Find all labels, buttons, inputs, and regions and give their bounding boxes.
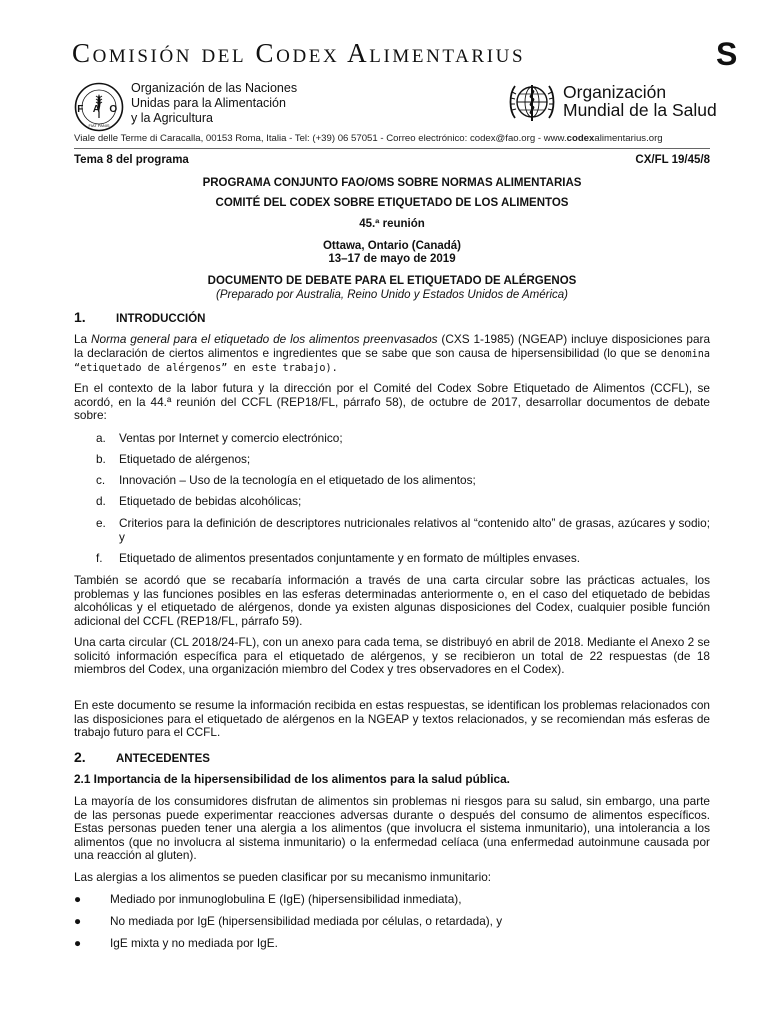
list-marker: b. [96,452,106,466]
list-item-text: Ventas por Internet y comercio electrónico; [119,431,343,445]
address-line [74,133,710,144]
paragraph: La mayoría de los consumidores disfrutan de alimentos sin problemas ni riesgos para su salud, sin embargo, una parte de las personas puede experimentar reacciones adversas durante o después del consumo de alimentos específicos. Estas personas pueden tener una alergia a los alimentos (que involucra el sistema inmunitario), una intolerancia a los alimentos (que no involucra al sistema inmunitario) o la enfermedad celíaca (una enfermedad autoinmune causada por una reacción al gluten). [74,794,710,863]
agenda-item: Tema 8 del programa [74,154,189,166]
text-run: denomina “etiquetado de alérgenos” en este trabajo). [74,348,710,375]
programme-title: PROGRAMA CONJUNTO FAO/OMS SOBRE NORMAS ALIMENTARIAS [202,177,582,189]
section-title: INTRODUCCIÓN [116,313,206,325]
address-prefix: Viale delle Terme di Caracalla, 00153 Roma, Italia - Tel: (+39) 06 57051 - Correo electrónico: codex@fao.org - www. [74,133,567,144]
who-name [563,83,717,119]
fao-logo-letters: F A O [77,104,121,115]
paragraph: En este documento se resume la información recibida en estas respuestas, se identifican los problemas relacionados con las disposiciones para el etiquetado de alérgenos en la NGEAP y textos relacionados, y se recomiendan más esferas de trabajo futuro para el CCFL. [74,698,710,740]
section-title: ANTECEDENTES [116,753,210,765]
standard-name: Norma general para el etiquetado de los alimentos preenvasados [91,332,438,346]
fao-name-line: Organización de las Naciones [131,81,298,95]
text-run: La [74,332,92,346]
paragraph: En el contexto de la labor futura y la dirección por el Comité del Codex Sobre Etiquetado de Alimentos (CCFL), se acordó, en la 44.ª reunión del CCFL (REP18/FL, párrafo 58), de octubre de 2017, desarrollar documentos de debate sobre: [74,381,710,423]
document-title: DOCUMENTO DE DEBATE PARA EL ETIQUETADO DE ALÉRGENOS [207,275,577,287]
fao-logo-icon [74,82,124,132]
section-number: 2. [74,749,86,765]
bullet-text: Mediado por inmunoglobulina E (IgE) (hipersensibilidad inmediata), [110,892,462,906]
section-number: 1. [74,309,86,325]
who-logo-icon [505,80,559,126]
list-marker: d. [96,494,106,508]
list-marker: e. [96,516,106,530]
section-2-heading [74,749,210,765]
address-suffix: alimentarius.org [594,133,663,144]
meeting-dates: 13–17 de mayo de 2019 [328,253,456,265]
paragraph [74,333,710,376]
list-item-text: Etiquetado de bebidas alcohólicas; [119,494,302,508]
bullet-icon: ● [74,892,82,906]
prepared-by: (Preparado por Australia, Reino Unido y Estados Unidos de América) [216,289,568,301]
address-bold: codex [566,133,595,144]
doc-code: CX/FL 19/45/8 [635,154,710,166]
paragraph: También se acordó que se recabaría información a través de una carta circular sobre las prácticas actuales, los problemas y las funciones posibles en las esferas determinadas anteriormente o, en el caso del etiquetado de bebidas alcohólicas y el etiquetado de alérgenos, donde ya existen algunas disposiciones del Codex, cualquier posible función adicional del CCFL (REP18/FL, párrafo 59). [74,573,710,628]
list-item-text: Etiquetado de alérgenos; [119,452,251,466]
venue: Ottawa, Ontario (Canadá) [322,240,462,252]
paragraph: Una carta circular (CL 2018/24-FL), con un anexo para cada tema, se distribuyó en abril de 2018. Mediante el Anexo 2 se solicitó información específica para el etiquetado de alérgenos, y se recibieron un total de 22 respuestas (de 18 miembros del Codex, una organización miembro del Codex y tres observadores en el Codex). [74,635,710,677]
list-item-text: Etiquetado de alimentos presentados conjuntamente y en formato de múltiples envases. [119,551,581,565]
bullet-icon: ● [74,914,82,928]
who-name-line: Mundial de la Salud [563,100,717,120]
fao-name-line: y la Agricultura [131,111,213,125]
list-item-text: Criterios para la definición de descriptores nutricionales relativos al “contenido alto” de grasas, azúcares y sodio; y [119,516,710,544]
bullet-text: No mediada por IgE (hipersensibilidad mediada por células, o retardada), y [110,914,503,928]
list-item-text: Innovación – Uso de la tecnología en el etiquetado de los alimentos; [119,473,476,487]
committee-title: COMITÉ DEL CODEX SOBRE ETIQUETADO DE LOS ALIMENTOS [215,197,569,209]
list-marker: a. [96,431,106,445]
bullet-icon: ● [74,936,82,950]
fao-logo-motto: FIAT PANIS [88,123,110,128]
session-number: 45.ª reunión [359,218,425,230]
text-run: (CXS 1-1985) (NGEAP) incluye disposiciones para la declaración de ciertos alimentos e ingredientes que se sabe que son causa de hipersensibilidad (lo que se [74,332,711,360]
fao-name [131,81,297,126]
subsection-heading: 2.1 Importancia de la hipersensibilidad de los alimentos para la salud pública. [74,772,510,786]
doc-meta-row [74,154,710,166]
language-letter: S [716,36,738,72]
section-1-heading [74,309,205,325]
bullet-text: IgE mixta y no mediada por IgE. [110,936,278,950]
list-marker: c. [96,473,106,487]
list-marker: f. [96,551,103,565]
commission-title: Comisión del Codex Alimentarius [72,38,526,68]
header-divider [74,148,710,149]
who-name-line: Organización [563,82,667,102]
fao-name-line: Unidas para la Alimentación [131,96,286,110]
paragraph: Las alergias a los alimentos se pueden clasificar por su mecanismo inmunitario: [74,870,492,884]
